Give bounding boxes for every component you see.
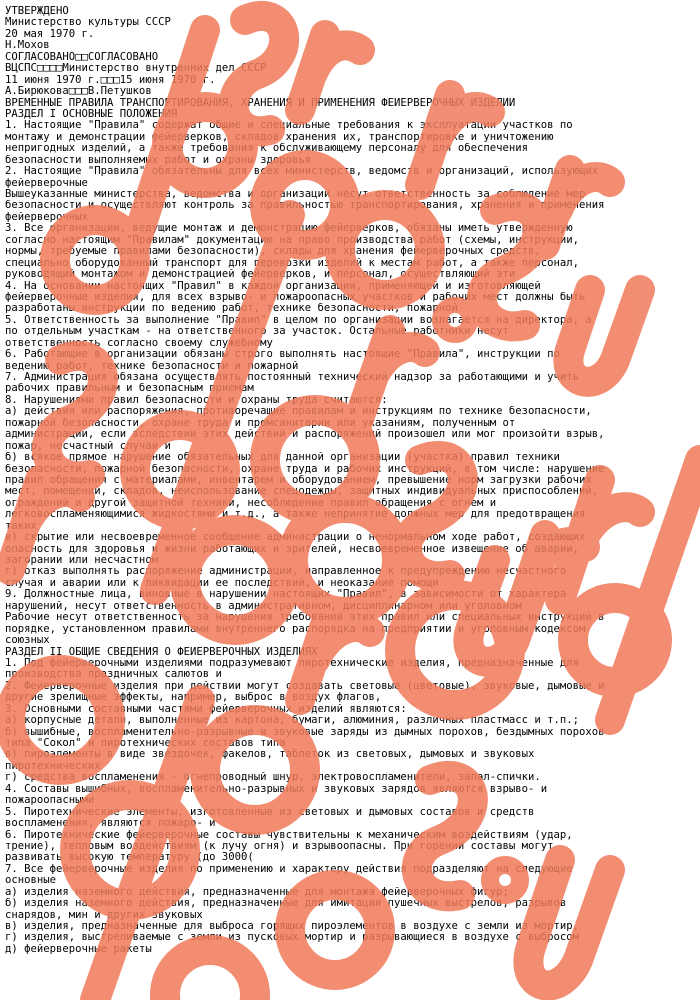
document-line: г) отказ выполнять распоряжение администрации, направленное к предупреждению несчастного — [5, 566, 567, 578]
document-line: воспламенения, являются пожаро- и — [5, 818, 216, 830]
document-line: фейерверочные — [5, 177, 88, 189]
document-line: а) изделия наземного действия, предназначенные для монтажа фейерверочных фигур; — [5, 886, 509, 898]
document-line: администрации, если вследствии этих действий и распоряжений произошел или мог произойти взрыв, — [5, 429, 605, 441]
document-line: таких — [5, 520, 37, 532]
document-line: производства праздничных салютов и — [5, 669, 222, 681]
document-line: Вышеуказанные министерства, ведомства и организации несут ответственность за соблюдение мер — [5, 189, 586, 200]
document-line: пиротехнических — [5, 760, 101, 772]
document-line: А.Бирюкова□□□В.Петушков — [5, 86, 152, 98]
document-line: 1. Под фейерверочными изделиями подразумевают пиротехнические изделия, предназначенные для — [5, 657, 580, 669]
document-line: Министерство культуры СССР — [5, 17, 171, 29]
document-line: в) скрытие или несвоевременное сообщение администрации о ненормальном ходе работ, создающих — [5, 532, 586, 544]
document-line: безопасности, пожарной безопасности, охране труда и рабочих инструкций, в том числе: нарушение — [5, 463, 605, 475]
document-line: порядке, установленном правилами внутреннего распорядка на предприятии и уголовным кодексом — [5, 623, 586, 635]
document-line: ответственность согласно своему служебному — [5, 337, 273, 349]
document-line: мест, помещений, складов, неиспользование спецодежды, защитных индивидуальных приспособлений, — [5, 486, 599, 498]
document-line: УТВЕРЖДЕНО — [5, 6, 69, 17]
document-line: безопасности выполняемых работ и охраны здоровья — [5, 154, 312, 166]
document-line: 3. Основными составными частями фейерверочных изделий являются: — [5, 703, 407, 715]
document-line: а) корпусные детали, выполненные из картона, бумаги, алюминия, различных пластмасс и т.п.; — [5, 715, 580, 727]
document-line: 7. Администрация обязана осуществлять постоянный технический надзор за работающими и учить — [5, 372, 580, 383]
document-line: случая и аварии или к ликвидации ее последствий, и неоказание помощи — [5, 577, 439, 589]
document-line: Н.Мохов — [5, 40, 50, 52]
document-line: руководящий монтажом и демонстрацией фейерверков, и персонал, осуществляющий эти — [5, 269, 516, 281]
document-line: безопасности и осуществляют контроль за правильностью транспортирования, хранения и применения — [5, 200, 605, 212]
document-line: 5. Пиротехнические элементы, изготовленные из световых и дымовых составов и средств — [5, 806, 535, 818]
document-line: 9. Должностные лица, виновные в нарушении настоящих "Правил", в зависимости от характера — [5, 589, 567, 601]
document-body — [5, 6, 697, 955]
document-line: 4. Составы вышибных, воспламенительно-разрывных и звуковых зарядов являются взрыво- и — [5, 783, 548, 795]
document-line: ведению работ, технике безопасности и пожарной — [5, 360, 299, 372]
document-line: пожароопасными — [5, 795, 95, 807]
document-line: фейерверочных — [5, 211, 88, 223]
document-line: 6. Пиротехнические фейерверочные составы чувствительны к механическим воздействиям (удар, — [5, 829, 573, 841]
document-line: б) изделия наземного действия, предназначенные для имитации пушечных выстрелов, разрывов — [5, 898, 567, 910]
document-line: 2. Фейерверочные изделия при действии могут создавать световые (цветовые), звуковые, дымовые и — [5, 680, 605, 692]
document-line: 20 мая 1970 г. — [5, 28, 95, 40]
document-line: другие зрелищные эффекты, например, выброс в воздух флагов, — [5, 692, 382, 704]
document-line: рабочих правильным и безопасным приемам — [5, 383, 254, 395]
document-line: типа "Сокол" и пиротехнических составов типа — [5, 738, 286, 749]
document-line: пожарной безопасности, охране труда и промсанитарии или указаниям, полученным от — [5, 417, 516, 429]
document-line: 2. Настоящие "Правила" обязательны для всех министерств, ведомств и организаций, использующих — [5, 166, 599, 178]
document-line: снарядов, мин и других звуковых — [5, 909, 203, 921]
watermark-letter-o — [165, 950, 255, 1000]
document-line: нарушений, несут ответственность в административном, дисциплинарном или уголовном — [5, 600, 522, 612]
document-line: 11 июня 1970 г.□□□15 июня 1970 г. — [5, 74, 216, 86]
document-line: Рабочие несут ответственность за нарушения требований этих правил или специальных инструкций в — [5, 612, 605, 624]
document-line: разработаны инструкции по ведению работ, технике безопасности, пожарной — [5, 303, 458, 315]
document-line: ограждений и другой защитной техники, несоблюдение правил обращения с огнем и — [5, 497, 497, 509]
document-line: монтажу и демонстрации фейерверков, складов хранения их, транспортировке и уничтожению — [5, 131, 554, 143]
document-line: в) изделия, предназначенные для выброса горящих пироэлементов в воздухе с земли из мортир, — [5, 921, 580, 932]
document-line: правил обращения с материалами, инвентарем и оборудованием, превышение норм загрузки рабочих — [5, 474, 592, 486]
document-line: РАЗДЕЛ II ОБЩИЕ СВЕДЕНИЯ О ФЕЙЕРВЕРОЧНЫХ ИЗДЕЛИЯХ — [5, 646, 318, 658]
document-line: загорании или несчастном — [5, 555, 159, 566]
document-line: союзных — [5, 635, 50, 647]
document-line: по отдельным участкам - на ответственного за участок. Остальные работники несут — [5, 326, 509, 338]
document-line: 8. Нарушениями правил безопасности и охраны труда считаются: — [5, 394, 388, 406]
document-line: ВРЕМЕННЫЕ ПРАВИЛА ТРАНСПОРТИРОВАНИЯ, ХРАНЕНИЯ И ПРИМЕНЕНИЯ ФЕЙЕРВЕРОЧНЫХ ИЗДЕЛИЙ — [5, 97, 516, 109]
document-line: согласно настоящим "Правилам" документацию на право производства работ (схемы, инструкции, — [5, 234, 580, 246]
document-line: нормы, требуемые правилами безопасности), склады для хранения фейерверочных средств, — [5, 246, 541, 258]
document-line: опасность для здоровья и жизни работающих и зрителей, несвоевременное извещение об аварии, — [5, 543, 580, 555]
document-line: трение), тепловым воздействиям (к лучу огня) и взрывоопасны. При горении составы могут — [5, 840, 554, 852]
document-line: 4. На основании настоящих "Правил" в каждой организации, применяющей и изготовляющей — [5, 280, 541, 292]
document-line: а) действия или распоряжения, противоречащие правилам и инструкциям по технике безопасности, — [5, 406, 592, 418]
document-line: б) вышибные, воспламенительно-разрывные и звуковые заряды из дымных порохов, бездымных порохов — [5, 726, 605, 738]
document-line: 6. Работающие в организации обязаны строго выполнять настоящие "Правила", инструкции по — [5, 349, 560, 361]
document-line: пожар, несчастный случай и — [5, 440, 171, 452]
document-line: 5. Ответственность за выполнение "Правил" в целом по организации возлагается на директора, а — [5, 314, 592, 326]
document-line: легковоспламеняющимися жидкостями и т.д., а также непринятие должных мер для предотвращения — [5, 509, 586, 521]
document-line: развивать высокую температуру (до 3000( — [5, 852, 254, 864]
document-line: специально оборудованный транспорт для перевозки изделий к местам работ, а также персонал, — [5, 257, 580, 269]
document-line: СОГЛАСОВАНО□□СОГЛАСОВАНО — [5, 51, 159, 63]
document-line: ВЦСПС□□□□Министерство внутренних дел СССР — [5, 63, 267, 75]
document-line: 1. Настоящие "Правила" содержат общие и специальные требования к эксплуатации участков по — [5, 120, 573, 132]
document-line: г) средства воспламенения - огнепроводный шнур, электровоспламенители, запал-спички. — [5, 772, 541, 784]
document-line: 3. Все организации, ведущие монтаж и демонстрацию фейерверков, обязаны иметь утвержденную — [5, 223, 573, 235]
document-line: 7. Все фейерверочные изделия по применению и характеру действия подразделяют на следующие — [5, 863, 573, 875]
document-line: непригодных изделий, а также требования к обслуживающему персоналу для обеспечения — [5, 143, 528, 155]
document-line: РАЗДЕЛ I ОСНОВНЫЕ ПОЛОЖЕНИЯ — [5, 108, 178, 120]
document-line: в) пироэлементы в виде звездочек, факелов, таблеток из световых, дымовых и звуковых — [5, 749, 535, 761]
document-line: г) изделия, выстреливаемые с земли из пусковых мортир и разрывающиеся в воздухе с выбросом — [5, 932, 580, 944]
document-line: б) всякое прямое нарушение обязательных для данной организации (участка) правил техники — [5, 452, 560, 464]
document-line: основные — [5, 875, 57, 887]
document-line: д) фейерверочные ракеты — [5, 943, 152, 955]
document-line: фейерверочные изделия, для всех взрыво- и пожароопасных участков и рабочих мест должны быть — [5, 291, 586, 303]
